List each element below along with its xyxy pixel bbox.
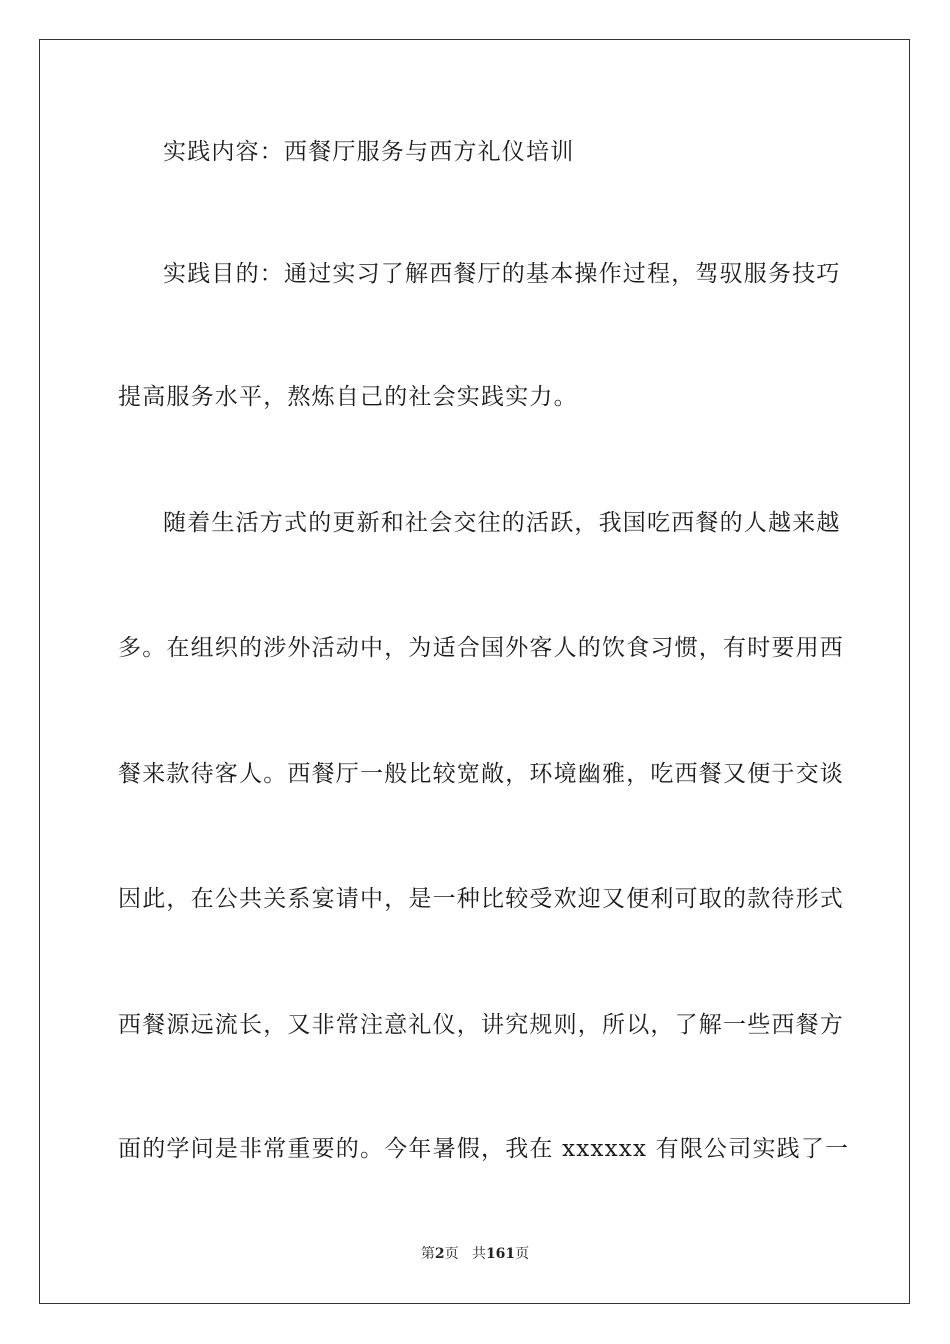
text-line: 餐来款待客人。西餐厅一般比较宽敞，环境幽雅，吃西餐又便于交谈 — [118, 761, 844, 787]
footer-total-prefix: 共 — [471, 1246, 486, 1262]
text-line: 随着生活方式的更新和社会交往的活跃，我国吃西餐的人越来越 — [163, 510, 841, 536]
footer-total-suffix: 页 — [515, 1246, 530, 1262]
footer-prefix: 第 — [420, 1246, 435, 1262]
text-line: 多。在组织的涉外活动中，为适合国外客人的饮食习惯，有时要用西 — [118, 635, 844, 661]
page-footer — [0, 1245, 950, 1263]
text-line-practice-purpose: 实践目的：通过实习了解西餐厅的基本操作过程，驾驭服务技巧 — [163, 261, 841, 287]
current-page-number: 2 — [434, 1246, 445, 1262]
page-border — [39, 39, 910, 1304]
text-line: 面的学问是非常重要的。今年暑假，我在 xxxxxx 有限公司实践了一 — [118, 1136, 850, 1162]
total-page-count: 161 — [485, 1246, 516, 1262]
text-line: 因此，在公共关系宴请中，是一种比较受欢迎又便利可取的款待形式 — [118, 886, 844, 912]
text-line-practice-content: 实践内容：西餐厅服务与西方礼仪培训 — [163, 139, 575, 165]
footer-page-suffix: 页 — [444, 1246, 459, 1262]
text-line: 西餐源远流长，又非常注意礼仪，讲究规则，所以，了解一些西餐方 — [118, 1012, 844, 1038]
text-line: 提高服务水平，熬炼自己的社会实践实力。 — [118, 384, 578, 410]
